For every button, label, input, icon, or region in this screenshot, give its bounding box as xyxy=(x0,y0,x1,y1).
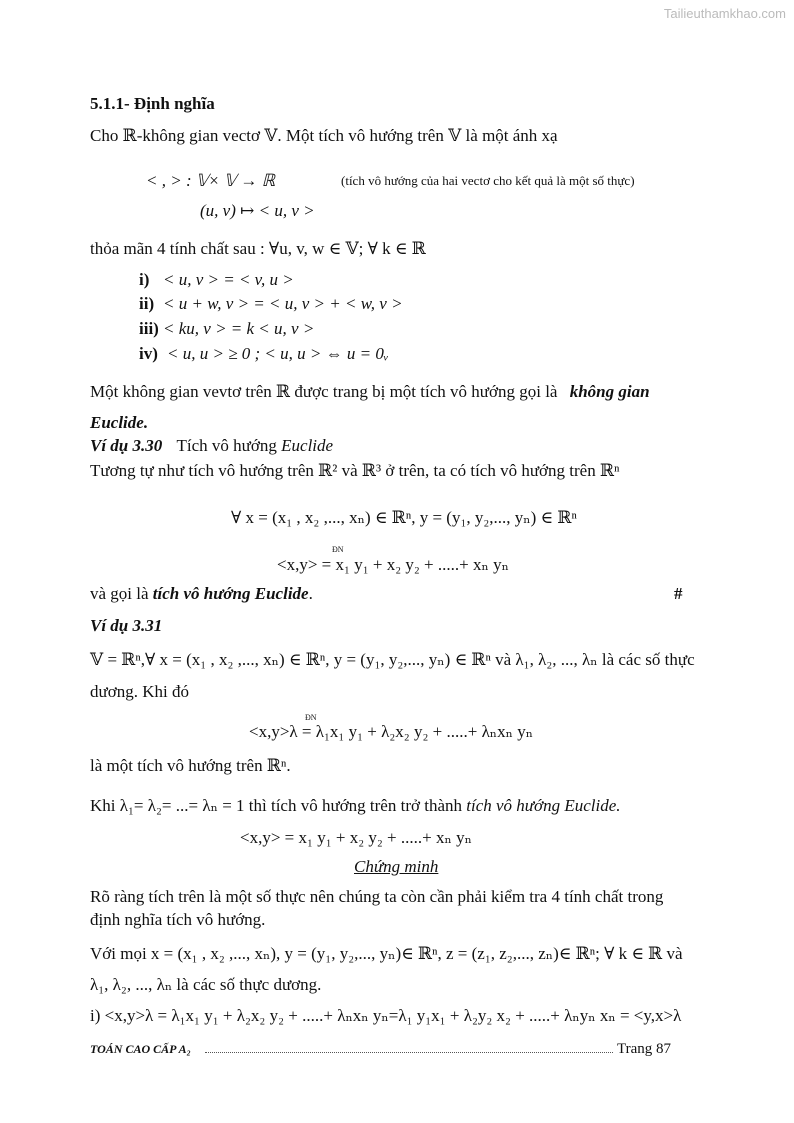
section-title: 5.1.1- Định nghĩa xyxy=(90,94,215,113)
property-text: < u + w, v > = < u, v > + < w, v > xyxy=(163,294,403,313)
map-line-2: (u, v) ↦ < u, v > xyxy=(200,201,315,220)
map-note: (tích vô hướng của hai vectơ cho kết quả là một số thực) xyxy=(341,173,635,188)
proof-paragraph-2-line-2: λ₁, λ₂, ..., λₙ là các số thực dương. xyxy=(90,975,322,994)
end-mark: # xyxy=(674,584,683,603)
property-label: ii) xyxy=(139,294,155,313)
properties-intro: thỏa mãn 4 tính chất sau : ∀u, v, w ∈ 𝕍; ∀ k ∈ ℝ xyxy=(90,239,426,258)
footer-title: TOÁN CAO CẤP A₂ xyxy=(90,1042,191,1056)
example-3-31-line-2: dương. Khi đó xyxy=(90,682,189,701)
formula-euclid: <x,y> = x₁ y₁ + x₂ y₂ + .....+ xₙ yₙ xyxy=(277,555,509,574)
watermark: Tailieuthamkhao.com xyxy=(663,6,786,21)
property-label: iv) xyxy=(139,344,158,363)
map-line-1: < , > : 𝕍× 𝕍 → ℝ xyxy=(146,171,276,190)
example-3-30-heading xyxy=(90,436,333,456)
example-3-30-conclusion: và gọi là tích vô hướng Euclide. xyxy=(90,584,313,603)
dn-label: ĐN xyxy=(332,545,344,554)
formula-domain: ∀ x = (x₁ , x₂ ,..., xₙ) ∈ ℝⁿ, y = (y₁, y₂,..., yₙ) ∈ ℝⁿ xyxy=(231,508,577,527)
property-label: iii) xyxy=(139,319,159,338)
proof-paragraph-1-line-1: Rõ ràng tích trên là một số thực nên chúng ta còn cần phải kiểm tra 4 tính chất trong xyxy=(90,887,664,906)
when-text: Khi λ₁= λ₂= ...= λₙ = 1 thì tích vô hướng trên trở thành xyxy=(90,796,462,815)
example-3-31-label: Ví dụ 3.31 xyxy=(90,616,163,635)
conclusion-term: tích vô hướng Euclide xyxy=(152,584,309,603)
footer-dots xyxy=(205,1042,613,1053)
euclid-definition-text: Một không gian vevtơ trên ℝ được trang bị một tích vô hướng gọi là xyxy=(90,382,558,401)
example-3-30-text: Tương tự như tích vô hướng trên ℝ² và ℝ³ ở trên, ta có tích vô hướng trên ℝⁿ xyxy=(90,461,620,480)
page-number: Trang 87 xyxy=(617,1041,672,1057)
property-text: < u, v > = < v, u > xyxy=(163,270,294,289)
intro-text: Cho ℝ-không gian vectơ 𝕍. Một tích vô hướng trên 𝕍 là một ánh xạ xyxy=(90,126,558,145)
proof-paragraph-2-line-1: Với mọi x = (x₁ , x₂ ,..., xₙ), y = (y₁, y₂,..., yₙ)∈ ℝⁿ, z = (z₁, z₂,..., zₙ)∈ ℝⁿ; ∀ k ∈ ℝ và xyxy=(90,944,683,963)
formula-euclid-2: <x,y> = x₁ y₁ + x₂ y₂ + .....+ xₙ yₙ xyxy=(240,828,472,847)
proof-paragraph-1-line-2: định nghĩa tích vô hướng. xyxy=(90,910,266,929)
property-label: i) xyxy=(139,270,150,289)
euclid-definition xyxy=(90,382,650,402)
example-3-31-when xyxy=(90,796,621,816)
conclusion-text: và gọi là xyxy=(90,584,149,603)
when-term: tích vô hướng Euclide. xyxy=(466,796,621,815)
euclid-term: không gian xyxy=(569,382,650,401)
example-3-31-after: là một tích vô hướng trên ℝⁿ. xyxy=(90,756,291,775)
euclid-term-cont: Euclide. xyxy=(90,413,149,432)
property-text: < ku, v > = k < u, v > xyxy=(163,319,315,338)
dn-label: ĐN xyxy=(305,713,317,722)
proof-step-i: i) <x,y>λ = λ₁x₁ y₁ + λ₂x₂ y₂ + .....+ λₙxₙ yₙ=λ₁ y₁x₁ + λ₂y₂ x₂ + .....+ λₙyₙ xₙ = <y,x>λ xyxy=(90,1006,682,1025)
proof-title: Chứng minh xyxy=(354,857,439,876)
property-text: < u, u > ≥ 0 ; < u, u > ⇔ u = 0ᵥ xyxy=(167,344,389,363)
example-title-italic: Euclide xyxy=(281,436,334,455)
formula-weighted: <x,y>λ = λ₁x₁ y₁ + λ₂x₂ y₂ + .....+ λₙxₙ yₙ xyxy=(249,722,534,741)
example-label: Ví dụ 3.30 xyxy=(90,436,163,455)
example-title: Tích vô hướng xyxy=(176,436,277,455)
example-3-31-line-1: 𝕍 = ℝⁿ,∀ x = (x₁ , x₂ ,..., xₙ) ∈ ℝⁿ, y = (y₁, y₂,..., yₙ) ∈ ℝⁿ và λ₁, λ₂, ..., λₙ là các số thực xyxy=(90,650,695,669)
